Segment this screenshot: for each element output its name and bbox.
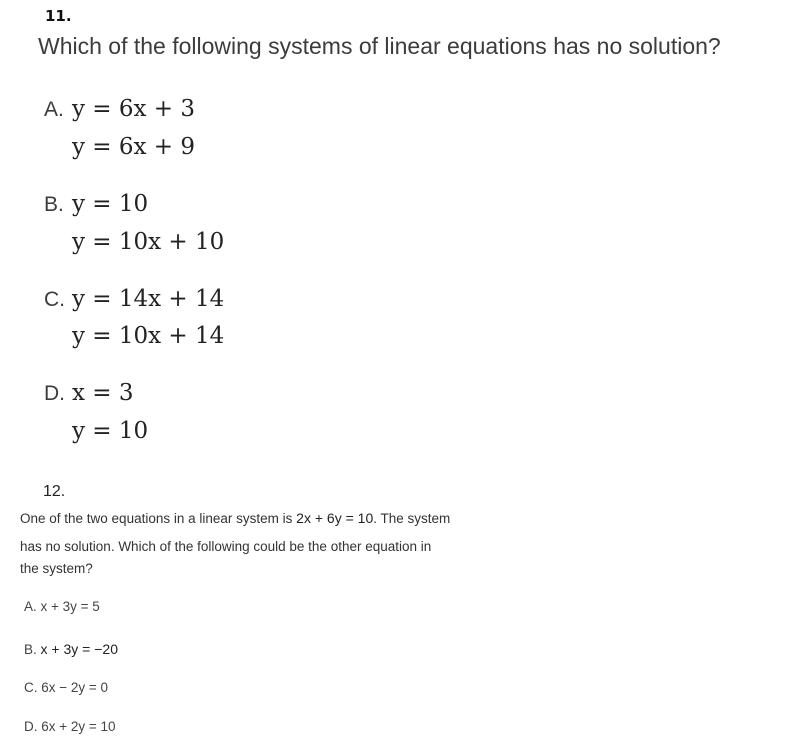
option-a-eq1: y = 6x + 3	[72, 96, 196, 122]
option-equation: 6x + 2y = 10	[41, 719, 116, 734]
option-equation: x + 3y = −20	[40, 641, 118, 657]
option-a	[24, 599, 100, 614]
option-label-d: D.	[44, 382, 65, 405]
option-equation: x + 3y = 5	[40, 599, 100, 614]
option-equation: 6x − 2y = 0	[41, 680, 109, 695]
option-label: A.	[24, 599, 37, 614]
option-d-eq2: y = 10	[72, 418, 149, 444]
question-number: 12.	[43, 483, 66, 500]
question-prompt: Which of the following systems of linear equations has no solution?	[38, 33, 721, 59]
option-b-eq2: y = 10x + 10	[72, 229, 225, 255]
option-d-eq1: x = 3	[72, 380, 134, 406]
option-label-a: A.	[44, 98, 64, 121]
option-c-eq1: y = 14x + 14	[72, 286, 225, 312]
option-a-eq2: y = 6x + 9	[72, 134, 196, 160]
prompt-text: One of the two equations in a linear system is	[20, 511, 293, 526]
option-label: D.	[24, 719, 38, 734]
option-c	[24, 680, 108, 695]
option-label-c: C.	[44, 288, 65, 311]
given-equation: 2x + 6y = 10	[296, 510, 374, 526]
question-prompt-line3: the system?	[20, 561, 93, 576]
question-prompt-line2: has no solution. Which of the following could be the other equation in	[20, 539, 432, 554]
option-b-eq1: y = 10	[72, 191, 149, 217]
question-prompt-line1	[20, 510, 450, 526]
option-c-eq2: y = 10x + 14	[72, 323, 225, 349]
option-label: C.	[24, 680, 38, 695]
option-b	[24, 641, 118, 657]
option-label-b: B.	[44, 193, 64, 216]
prompt-text: . The system	[373, 511, 451, 526]
option-label: B.	[24, 642, 37, 657]
option-d	[24, 719, 116, 734]
question-number: 11.	[45, 7, 72, 25]
